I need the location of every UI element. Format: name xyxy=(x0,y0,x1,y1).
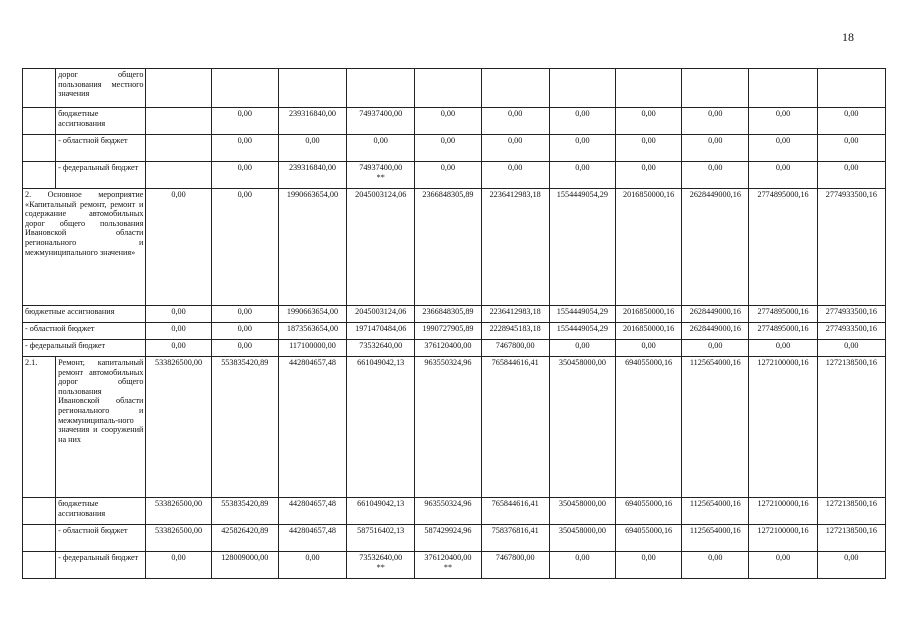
value-cell: 661049042,13 xyxy=(347,498,415,525)
budget-table xyxy=(22,68,886,579)
value-cell: 553835420,89 xyxy=(211,357,278,498)
value-cell: 350458000,00 xyxy=(549,525,615,552)
value-cell: 0,00 xyxy=(549,552,615,579)
value-cell: 0,00 xyxy=(211,135,278,162)
value-cell: 0,00 xyxy=(616,552,682,579)
value-cell: 0,00 xyxy=(211,162,278,189)
row-label: - федеральный бюджет xyxy=(56,162,146,189)
value-cell: 2366848305,89 xyxy=(415,189,481,306)
table-row xyxy=(23,135,886,162)
value-cell: 0,00 xyxy=(549,108,615,135)
value-cell: 0,00 xyxy=(211,340,278,357)
value-cell: 0,00 xyxy=(817,340,885,357)
value-cell: 1272138500,16 xyxy=(817,525,885,552)
value-cell: 694055000,16 xyxy=(616,525,682,552)
value-cell: 1554449054,29 xyxy=(549,189,615,306)
value-cell: 2366848305,89 xyxy=(415,306,481,323)
value-cell: 2016850000,16 xyxy=(616,306,682,323)
value-cell: 1272100000,16 xyxy=(749,498,817,525)
value-cell: 376120400,00 xyxy=(415,340,481,357)
table-row xyxy=(23,323,886,340)
value-cell: 533826500,00 xyxy=(146,357,211,498)
value-cell: 2045003124,06 xyxy=(347,306,415,323)
row-number-cell xyxy=(23,552,56,579)
value-cell xyxy=(347,162,415,189)
value-cell xyxy=(347,552,415,579)
value-cell: 1272138500,16 xyxy=(817,498,885,525)
row-number-cell xyxy=(23,162,56,189)
value-cell: 0,00 xyxy=(817,108,885,135)
value-cell: 1971470484,06 xyxy=(347,323,415,340)
value-cell: 2016850000,16 xyxy=(616,189,682,306)
value-cell: 0,00 xyxy=(749,108,817,135)
table-row xyxy=(23,498,886,525)
value-cell: 694055000,16 xyxy=(616,498,682,525)
value-cell: 2774895000,16 xyxy=(749,189,817,306)
value-cell: 0,00 xyxy=(146,306,211,323)
value-cell: 1990663654,00 xyxy=(278,306,346,323)
value-cell: 2045003124,06 xyxy=(347,189,415,306)
value-cell: 0,00 xyxy=(616,340,682,357)
row-number-cell xyxy=(23,135,56,162)
value-cell: 587516402,13 xyxy=(347,525,415,552)
value-cell: 2228945183,18 xyxy=(481,323,549,340)
row-label: бюджетные ассигнования xyxy=(23,306,146,323)
value-cell: 2016850000,16 xyxy=(616,323,682,340)
row-label: - областной бюджет xyxy=(23,323,146,340)
value-cell: 442804657,48 xyxy=(278,357,346,498)
value-cell: 2628449000,16 xyxy=(682,323,749,340)
value-cell: 0,00 xyxy=(415,162,481,189)
value-cell: 0,00 xyxy=(616,162,682,189)
value-cell: 0,00 xyxy=(817,162,885,189)
value-cell: 0,00 xyxy=(347,135,415,162)
table-row xyxy=(23,552,886,579)
value-cell: 661049042,13 xyxy=(347,357,415,498)
value-cell: 73532640,00 xyxy=(347,340,415,357)
value-cell: 0,00 xyxy=(211,108,278,135)
value-cell: 2628449000,16 xyxy=(682,189,749,306)
value-cell: 1272100000,16 xyxy=(749,525,817,552)
value-cell: 0,00 xyxy=(682,552,749,579)
value-cell: 0,00 xyxy=(749,340,817,357)
value-text: 74937400,00 xyxy=(359,163,403,172)
table-row xyxy=(23,69,886,108)
value-cell: 239316840,00 xyxy=(278,108,346,135)
value-cell: 0,00 xyxy=(817,135,885,162)
value-cell: 74937400,00 xyxy=(347,108,415,135)
value-cell: 1554449054,29 xyxy=(549,323,615,340)
value-cell: 694055000,16 xyxy=(616,357,682,498)
row-label: - федеральный бюджет xyxy=(56,552,146,579)
table-row xyxy=(23,189,886,306)
row-number-cell: 2.1. xyxy=(23,357,56,498)
value-cell: 7467800,00 xyxy=(481,552,549,579)
value-cell: 0,00 xyxy=(549,162,615,189)
value-cell: 0,00 xyxy=(749,552,817,579)
value-cell: 1272100000,16 xyxy=(749,357,817,498)
row-label: - федеральный бюджет xyxy=(23,340,146,357)
value-cell: 0,00 xyxy=(415,135,481,162)
value-cell: 0,00 xyxy=(682,135,749,162)
value-cell xyxy=(146,162,211,189)
page-number: 18 xyxy=(842,30,854,44)
row-label: дорог общего пользования местного значения xyxy=(56,69,146,108)
value-cell: 2628449000,16 xyxy=(682,306,749,323)
value-cell: 0,00 xyxy=(682,340,749,357)
row-label: 2. Основное мероприятие «Капитальный ремонт, ремонт и содержание автомобильных дорог общего пользования Ивановской области регионального и межмуниципального значения» xyxy=(23,189,146,306)
value-cell: 1990727905,89 xyxy=(415,323,481,340)
value-cell: 0,00 xyxy=(616,135,682,162)
value-cell: 2774895000,16 xyxy=(749,306,817,323)
value-cell: 0,00 xyxy=(616,108,682,135)
value-cell: 1272138500,16 xyxy=(817,357,885,498)
value-cell: 2774933500,16 xyxy=(817,323,885,340)
value-cell: 963550324,96 xyxy=(415,498,481,525)
value-cell: 2774933500,16 xyxy=(817,306,885,323)
value-cell: 0,00 xyxy=(146,189,211,306)
value-cell: 0,00 xyxy=(817,552,885,579)
row-label: Ремонт, капитальный ремонт автомобильных дорог общего пользования Ивановской области регионального и межмуниципаль-ного значения и сооружений на них xyxy=(56,357,146,498)
value-cell: 2774895000,16 xyxy=(749,323,817,340)
value-cell: 0,00 xyxy=(481,108,549,135)
value-cell: 1125654000,16 xyxy=(682,357,749,498)
value-cell: 425826420,89 xyxy=(211,525,278,552)
table-row xyxy=(23,340,886,357)
value-cell: 2774933500,16 xyxy=(817,189,885,306)
row-label: - областной бюджет xyxy=(56,525,146,552)
footnote-mark: ** xyxy=(376,562,385,572)
value-cell: 765844616,41 xyxy=(481,357,549,498)
value-cell: 128009000,00 xyxy=(211,552,278,579)
value-text: 376120400,00 xyxy=(424,553,472,562)
value-cell: 553835420,89 xyxy=(211,498,278,525)
value-cell: 587429924,96 xyxy=(415,525,481,552)
value-cell: 0,00 xyxy=(481,162,549,189)
value-cell: 2236412983,18 xyxy=(481,189,549,306)
value-cell: 0,00 xyxy=(682,162,749,189)
value-cell: 442804657,48 xyxy=(278,498,346,525)
value-cell: 239316840,00 xyxy=(278,162,346,189)
table-row xyxy=(23,162,886,189)
value-cell: 0,00 xyxy=(749,135,817,162)
value-cell xyxy=(415,552,481,579)
row-label: бюджетные ассигнования xyxy=(56,108,146,135)
value-cell: 533826500,00 xyxy=(146,498,211,525)
value-cell: 117100000,00 xyxy=(278,340,346,357)
value-cell: 0,00 xyxy=(278,552,346,579)
value-cell: 350458000,00 xyxy=(549,498,615,525)
table-row xyxy=(23,525,886,552)
value-cell: 350458000,00 xyxy=(549,357,615,498)
value-cell: 442804657,48 xyxy=(278,525,346,552)
table-row xyxy=(23,357,886,498)
value-cell xyxy=(146,108,211,135)
value-cell: 0,00 xyxy=(415,108,481,135)
value-cell: 963550324,96 xyxy=(415,357,481,498)
value-cell: 0,00 xyxy=(211,323,278,340)
footnote-mark: ** xyxy=(376,172,385,182)
value-cell: 1873563654,00 xyxy=(278,323,346,340)
row-label: бюджетные ассигнования xyxy=(56,498,146,525)
value-cell: 765844616,41 xyxy=(481,498,549,525)
value-cell: 0,00 xyxy=(749,162,817,189)
row-number-cell xyxy=(23,69,56,108)
value-cell: 7467800,00 xyxy=(481,340,549,357)
row-number-cell xyxy=(23,525,56,552)
value-cell: 0,00 xyxy=(481,135,549,162)
value-cell: 758376816,41 xyxy=(481,525,549,552)
value-cell: 1990663654,00 xyxy=(278,189,346,306)
value-cell xyxy=(146,135,211,162)
value-cell: 1125654000,16 xyxy=(682,498,749,525)
table-row xyxy=(23,306,886,323)
table-row xyxy=(23,108,886,135)
row-number-cell xyxy=(23,108,56,135)
value-cell: 0,00 xyxy=(549,135,615,162)
value-cell: 0,00 xyxy=(211,189,278,306)
value-cell: 1554449054,29 xyxy=(549,306,615,323)
value-cell: 0,00 xyxy=(146,340,211,357)
footnote-mark: ** xyxy=(443,562,453,572)
row-label: - областной бюджет xyxy=(56,135,146,162)
value-cell: 0,00 xyxy=(682,108,749,135)
value-cell: 0,00 xyxy=(278,135,346,162)
value-cell: 0,00 xyxy=(146,323,211,340)
value-cell: 0,00 xyxy=(146,552,211,579)
value-cell: 0,00 xyxy=(549,340,615,357)
row-number-cell xyxy=(23,498,56,525)
value-cell: 0,00 xyxy=(211,306,278,323)
value-cell: 2236412983,18 xyxy=(481,306,549,323)
value-text: 73532640,00 xyxy=(359,553,403,562)
value-cell: 533826500,00 xyxy=(146,525,211,552)
value-cell: 1125654000,16 xyxy=(682,525,749,552)
